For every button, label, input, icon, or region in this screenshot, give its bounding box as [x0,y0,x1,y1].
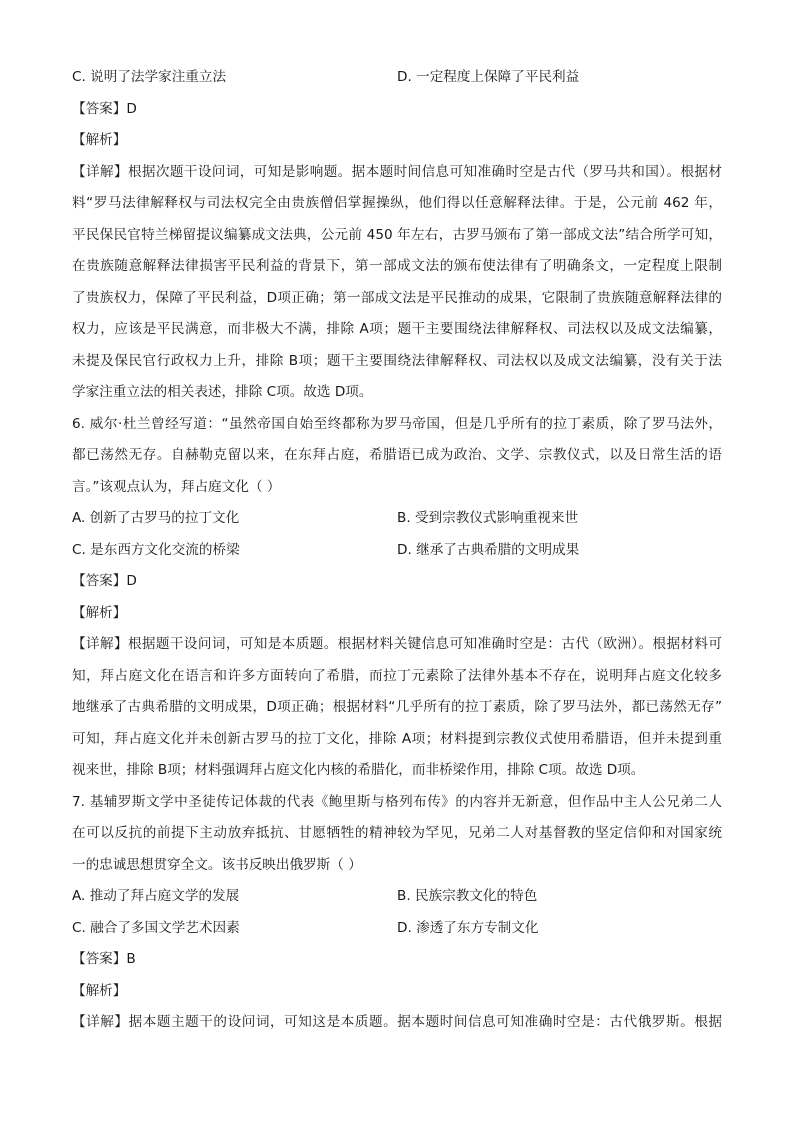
q6-detail-line: 知，拜占庭文化在语言和许多方面转向了希腊，而拉丁元素除了法律外基本不存在，说明拜占庭文化较多 [72,667,722,684]
q5-analysis-label: 【解析】 [72,132,127,148]
q6-options-row-ab [72,503,722,535]
q7-options-row-cd [72,913,722,945]
q6-stem-line: 都已荡然无存。自赫勒克留以来，在东拜占庭，希腊语已成为政治、文学、宗教仪式，以及日常生活的语 [72,447,722,463]
q5-options-row-cd [72,62,722,94]
q6-analysis-label: 【解析】 [72,604,127,621]
q6-stem-line: 6. 威尔·杜兰曾经写道：“虽然帝国自始至终都称为罗马帝国，但是几乎所有的拉丁素质，除了罗马法外， [72,415,722,432]
q6-options-row-cd [72,535,722,567]
q6-option-b: B. 受到宗教仪式影响重视来世 [397,510,579,526]
q6-stem-line: 言。”该观点认为，拜占庭文化（ ） [72,478,281,495]
q7-stem-line: 在可以反抗的前提下主动放弃抵抗、甘愿牺牲的精神较为罕见，兄弟二人对基督教的坚定信仰和对国家统 [72,825,722,841]
q5-detail-line: 未提及保民官行政权力上升，排除 B项；题干主要围绕法律解释权、司法权以及成文法编纂，没有关于法 [72,352,722,369]
q5-answer [72,94,722,126]
q5-detail-line: 权力，应该是平民满意，而非极大不满，排除 A项；题干主要围绕法律解释权、司法权以及成文法编纂， [72,321,722,337]
q6-detail-line: 可知，拜占庭文化并未创新古罗马的拉丁文化，排除 A项；材料提到宗教仪式使用希腊语，但并未提到重 [72,730,722,747]
q5-detail-line: 学家注重立法的相关表述，排除 C项。故选 D项。 [72,384,373,400]
detail-label: 【详解】 [72,163,128,180]
answer-label: 【答案】 [72,573,127,589]
answer-label: 【答案】 [72,951,127,967]
q6-option-a: A. 创新了古罗马的拉丁文化 [72,510,240,526]
q7-answer [72,944,722,976]
q7-option-b: B. 民族宗教文化的特色 [397,888,538,904]
q5-detail-line: 在贵族随意解释法律损害平民利益的背景下，第一部成文法的颁布使法律有了明确条文，一定程度上限制 [72,258,722,274]
q5-detail-line: 【详解】根据次题干设问词，可知是影响题。据本题时间信息可知准确时空是古代（罗马共和国）。根据材 [72,163,723,180]
q6-detail-line: 视来世，排除 B项；材料强调拜占庭文化内核的希腊化，而非桥梁作用，排除 C项。故选 D项。 [72,762,645,778]
q6-detail-line: 【详解】根据题干设问词，可知是本质题。根据材料关键信息可知准确时空是：古代（欧洲）。根据材料可 [72,636,723,652]
q7-options-row-ab [72,881,722,913]
q5-detail-line: 平民保民官特兰梯留提议编纂成文法典，公元前 450 年左右，古罗马颁布了第一部成文法”结合所学可知， [72,226,722,243]
answer-value: D [126,100,137,117]
q7-detail-line: 【详解】据本题主题干的设问词，可知这是本质题。据本题时间信息可知准确时空是：古代俄罗斯。根据 [72,1014,723,1030]
detail-label: 【详解】 [72,636,128,652]
document-page [72,62,722,1039]
q7-stem-line: 一的忠诚思想贯穿全文。该书反映出俄罗斯（ ） [72,856,362,873]
answer-value: B [126,951,136,967]
q5-detail-line: 料“罗马法律解释权与司法权完全由贵族僧侣掌握操纵，他们得以任意解释法律。于是，公元前 462 年， [72,195,722,211]
q6-detail-line: 地继承了古典希腊的文明成果，D项正确；根据材料“几乎所有的拉丁素质，除了罗马法外，都已荡然无存” [72,699,722,715]
detail-label: 【详解】 [72,1014,129,1030]
q7-option-d: D. 渗透了东方专制文化 [397,919,539,936]
q7-analysis-label: 【解析】 [72,982,127,999]
answer-value: D [126,573,137,589]
q7-stem-line: 7. 基辅罗斯文学中圣徒传记体裁的代表《鲍里斯与格列布传》的内容并无新意，但作品中主人公兄弟二人 [72,793,722,810]
q5-detail-line: 了贵族权力，保障了平民利益，D项正确；第一部成文法是平民推动的成果，它限制了贵族随意解释法律的 [72,289,722,306]
q7-option-c: C. 融合了多国文学艺术因素 [72,919,240,936]
q6-option-c: C. 是东西方文化交流的桥梁 [72,541,240,558]
q5-option-d: D. 一定程度上保障了平民利益 [397,69,580,85]
q6-answer [72,566,722,598]
answer-label: 【答案】 [72,100,127,117]
q6-option-d: D. 继承了古典希腊的文明成果 [397,541,580,558]
q7-option-a: A. 推动了拜占庭文学的发展 [72,888,240,904]
q5-option-c: C. 说明了法学家注重立法 [72,69,227,85]
